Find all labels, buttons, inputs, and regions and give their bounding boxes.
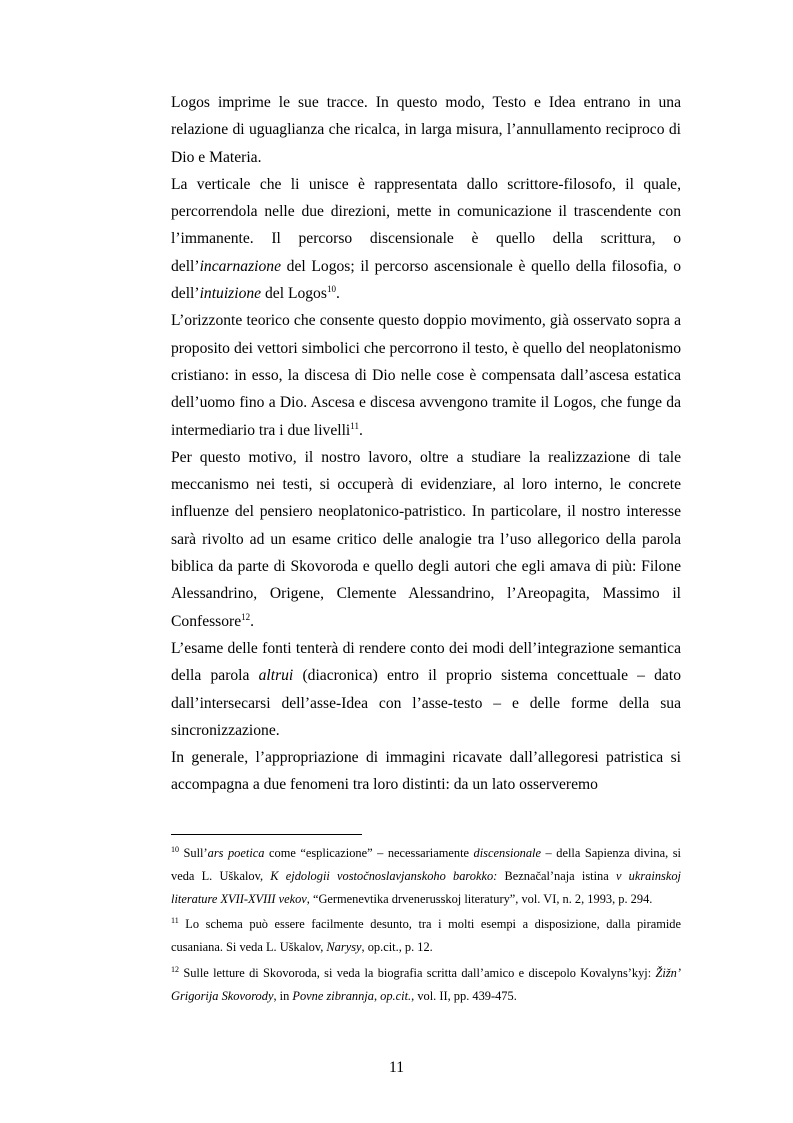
text-run: Logos imprime le sue tracce. In questo modo, Testo e Idea entrano in una relazione di uguaglianza che ricalca, in larga misura, l’annullamento reciproco di Dio e Materia. <box>171 94 681 166</box>
paragraph <box>171 635 681 744</box>
text-run: Beznačal’naja istina <box>497 868 616 883</box>
text-run: – della Sapienza divina, si veda L. Uškalov, <box>171 846 681 883</box>
italic-text: intuizione <box>199 285 262 303</box>
text-run: . <box>335 285 340 303</box>
paragraph <box>171 307 681 443</box>
footnote-10 <box>171 842 681 910</box>
text-run: L’orizzonte teorico che consente questo doppio movimento, già osservato sopra a proposito dei vettori simbolici che percorrono il testo, è quello del neoplatonismo cristiano: in esso, la discesa di Dio nelle cose è compensata dall’ascesa estatica dell’uomo fino a Dio. Ascesa e discesa avvengono tramite il Logos, che funge da intermediario tra i due livelli <box>171 312 681 439</box>
paragraph <box>171 171 681 307</box>
page-number: 11 <box>388 1059 404 1076</box>
footnotes <box>171 842 681 1008</box>
text-run: Lo schema può essere facilmente desunto, tra i molti esempi a disposizione, dalla piramide cusaniana. Si veda L. Uškalov, <box>171 917 681 955</box>
paragraph <box>171 444 681 635</box>
paragraph <box>171 89 681 171</box>
text-run: Sull’ <box>179 846 208 860</box>
footnote-12 <box>171 962 681 1008</box>
italic-text: K ejdologii vostočnoslavjanskoho barokko: <box>270 868 498 883</box>
body-text <box>171 89 681 799</box>
text-run: In generale, l’appropriazione di immagini ricavate dall’allegoresi patristica si accompagna a due fenomeni tra loro distinti: da un lato osserveremo <box>171 749 681 794</box>
text-run: Per questo motivo, il nostro lavoro, oltre a studiare la realizzazione di tale meccanismo nei testi, si occuperà di evidenziare, al loro interno, le concrete influenze del pensiero neoplatonico-patristico. In particolare, il nostro interesse sarà rivolto ad un esame critico delle analogie tra l’uso allegorico della parola biblica da parte di Skovoroda e quello degli autori che egli amava di più: Filone Alessandrino, Origene, Clemente Alessandrino, l’Areopagita, Massimo il Confessore <box>171 448 681 630</box>
footnote-marker: 10 <box>326 284 336 295</box>
italic-text: altrui <box>258 667 294 685</box>
text-run: . <box>250 612 255 630</box>
text-run: . <box>358 421 363 439</box>
italic-text: op.cit. <box>380 988 412 1003</box>
footnote-separator <box>171 834 362 835</box>
footnote-marker: 11 <box>171 916 179 926</box>
italic-text: discensionale <box>473 846 541 860</box>
footnote-11 <box>171 913 681 959</box>
text-run: , in <box>273 988 293 1003</box>
footnote-marker: 10 <box>171 845 179 854</box>
text-run: La verticale che li unisce è rappresentata dallo scrittore-filosofo, il quale, percorrendola nelle due direzioni, mette in comunicazione il trascendente con l’immanente. Il percorso discensionale è quello della scrittura, o dell’ <box>171 175 681 275</box>
text-run: del Logos; il percorso ascensionale è quello della filosofia, o dell’ <box>171 257 681 303</box>
paragraph <box>171 744 681 799</box>
text-run: del Logos <box>261 285 327 303</box>
italic-text: Narysy <box>326 940 362 955</box>
text-run: , <box>373 988 381 1003</box>
footnote-marker: 12 <box>171 964 179 974</box>
text-run: , op.cit., p. 12. <box>361 940 433 955</box>
text-run: Sulle letture di Skovoroda, si veda la biografia scritta dall’amico e discepolo Kovalyns’kyj: <box>179 965 656 980</box>
italic-text: Povne zibrannja <box>292 988 374 1003</box>
italic-text: ars poetica <box>207 846 265 860</box>
text-run: (diacronica) entro il proprio sistema concettuale – dato dall’intersecarsi dell’asse-Idea con l’asse-testo – e delle forme della sua sincronizzazione. <box>171 667 681 739</box>
text-run: L’esame delle fonti tenterà di rendere conto dei modi dell’integrazione semantica della parola <box>171 639 681 685</box>
italic-text: Žižn’ Grigorija Skovorody <box>171 965 681 1003</box>
text-run: , “Germenevtika drvenerusskoj literatury”, vol. VI, n. 2, 1993, p. 294. <box>306 891 653 906</box>
text-run: , vol. II, pp. 439-475. <box>411 988 517 1003</box>
text-run: come “esplicazione” – necessariamente <box>264 846 474 860</box>
italic-text: v ukrainskoj literature XVII-XVIII vekov <box>171 868 681 906</box>
footnote-marker: 11 <box>350 420 359 431</box>
footnote-marker: 12 <box>241 611 251 622</box>
italic-text: incarnazione <box>199 257 282 275</box>
